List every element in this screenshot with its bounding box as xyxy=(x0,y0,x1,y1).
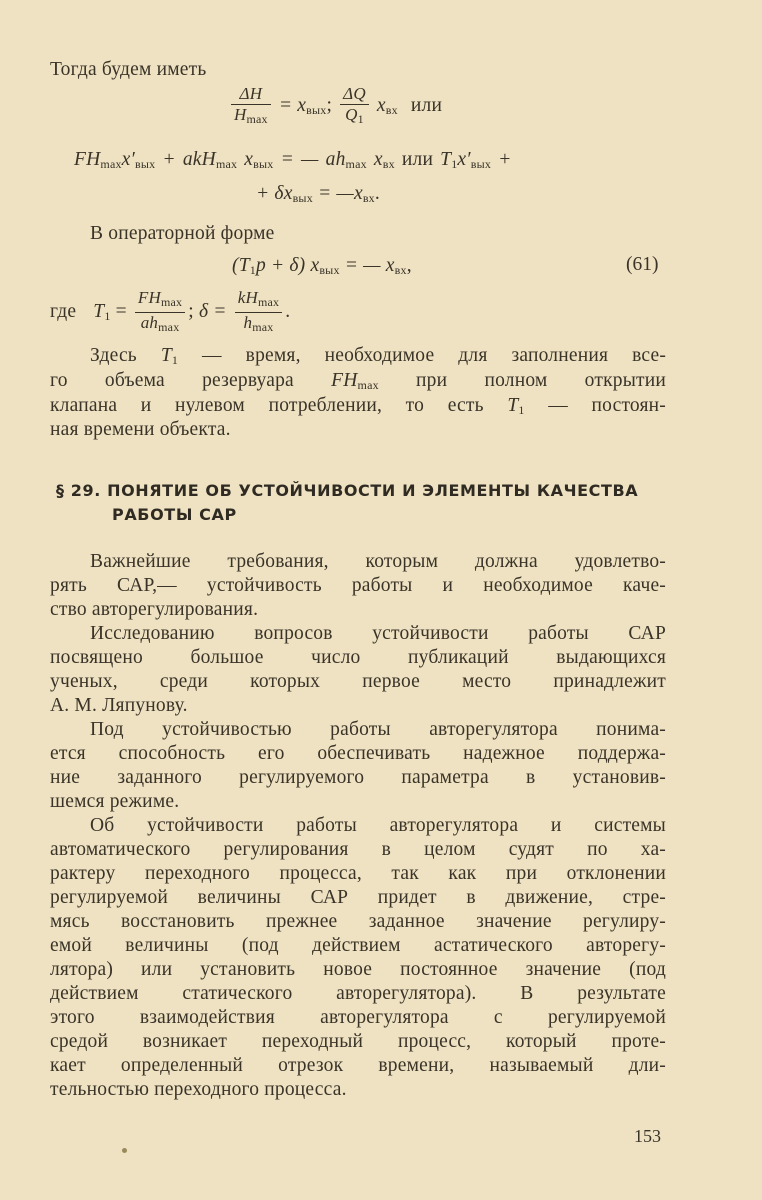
fraction-numerator: ΔH xyxy=(231,84,271,105)
text-line: ученых, среди которых первое место принадлежит xyxy=(50,671,666,692)
fraction-denominator: $h_{max}$ xyxy=(243,313,274,334)
text-line: Здесь $T_1$ — время, необходимое для заполнения все- xyxy=(90,345,667,367)
text-line: Тогда будем иметь xyxy=(50,59,207,80)
equation-2-line-1: $FH_{max}x'_{вых} + akH_{max}$ $x_{вых}$ = — $ah_{max}$ $x_{вх}$ или $T_1x'_{вых}$ + xyxy=(74,149,512,171)
equation-2-line-2: + $\delta x_{вых}$ = $—x_{вх}$. xyxy=(256,183,380,205)
fraction xyxy=(135,288,185,337)
text-line: Важнейшие требования, которым должна удовлетво- xyxy=(90,551,666,572)
text-line: го объема резервуара $FH_{max}$ при полном открытии xyxy=(50,370,666,392)
equation-definitions: где $T_1$ = $\frac{FH_{max}}{ah_{max}}$ ; δ = $\frac{kH_{max}}{h_{max}}$ . xyxy=(50,288,290,338)
text-line: ется способность его обеспечивать надежное поддержа- xyxy=(50,743,666,764)
text-line: ние заданного регулируемого параметра в установив- xyxy=(50,767,666,788)
fraction xyxy=(235,288,283,337)
text-line: ная времени объекта. xyxy=(50,419,231,440)
text-line: кает определенный отрезок времени, называемый дли- xyxy=(50,1055,666,1076)
text-line: этого взаимодействия авторегулятора с регулируемой xyxy=(50,1007,666,1028)
text-line: автоматического регулирования в целом судят по ха- xyxy=(50,839,666,860)
text-line: рактеру переходного процесса, так как при отклонении xyxy=(50,863,666,884)
fraction xyxy=(231,84,271,129)
fraction-numerator: $FH_{max}$ xyxy=(135,288,185,313)
text-line: Под устойчивостью работы авторегулятора понима- xyxy=(90,719,666,740)
fraction xyxy=(340,84,369,129)
text-line: действием статического авторегулятора). В результате xyxy=(50,983,666,1004)
text-line: тельностью переходного процесса. xyxy=(50,1079,347,1100)
page-number: 153 xyxy=(634,1126,661,1146)
text-line: Об устойчивости работы авторегулятора и системы xyxy=(90,815,666,836)
text-line: шемся режиме. xyxy=(50,791,180,812)
text-line: А. М. Ляпунову. xyxy=(50,695,188,716)
text-line: ство авторегулирования. xyxy=(50,599,259,620)
print-speck xyxy=(122,1148,127,1153)
fraction-numerator: $kH_{max}$ xyxy=(235,288,283,313)
equation-1: $\frac{\Delta H}{H_{max}}$ = $x_{вых}$; $\frac{\Delta Q}{Q_1}$ $x_{вх}$ или xyxy=(228,84,442,132)
text-line: лятора) или установить новое постоянное значение (под xyxy=(50,959,666,980)
fraction-numerator: ΔQ xyxy=(340,84,369,105)
text-line: В операторной форме xyxy=(90,223,275,244)
text-line: емой величины (под действием астатического авторегу- xyxy=(50,935,666,956)
section-heading: § 29. ПОНЯТИЕ ОБ УСТОЙЧИВОСТИ И ЭЛЕМЕНТЫ КАЧЕСТВА xyxy=(56,481,639,500)
text-line: регулируемой величины САР придет в движение, стре- xyxy=(50,887,666,908)
fraction-denominator: $Q_1$ xyxy=(345,105,364,127)
text-line: клапана и нулевом потреблении, то есть $T_1$ — постоян- xyxy=(50,395,666,417)
text-line: Исследованию вопросов устойчивости работы САР xyxy=(90,623,666,644)
fraction-denominator: $ah_{max}$ xyxy=(140,313,180,334)
text-line: средой возникает переходный процесс, который проте- xyxy=(50,1031,666,1052)
text-line: мясь восстановить прежнее заданное значение регулиру- xyxy=(50,911,666,932)
equation-61: $(T_1p + \delta) x_{вых}$ = — $x_{вх}$, xyxy=(232,255,412,277)
section-heading-continued: РАБОТЫ САР xyxy=(112,505,237,524)
fraction-denominator: $H_{max}$ xyxy=(234,105,268,127)
equation-number: (61) xyxy=(626,254,659,275)
text-line: посвящено большое число публикаций выдающихся xyxy=(50,647,666,668)
text-line: рять САР,— устойчивость работы и необходимое каче- xyxy=(50,575,666,596)
